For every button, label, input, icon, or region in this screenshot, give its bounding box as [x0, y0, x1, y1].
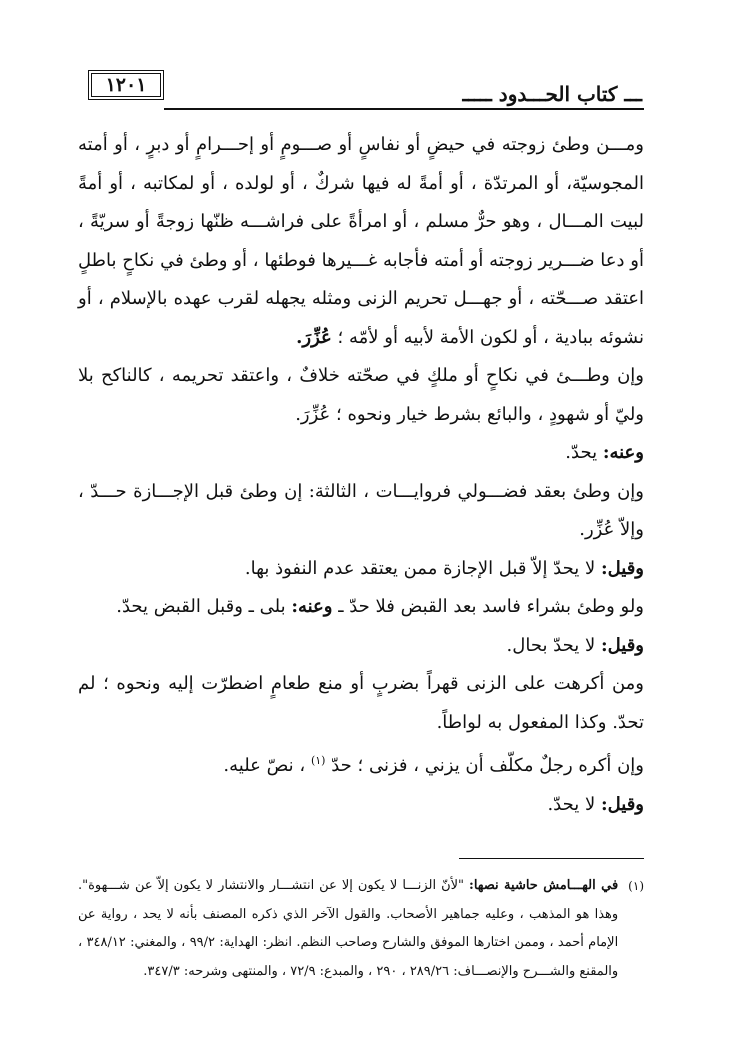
paragraph-text: يحدّ. — [565, 442, 598, 463]
paragraph-text: لا يحدّ. — [547, 793, 596, 815]
page-number: ١٢٠١ — [88, 70, 164, 100]
paragraph — [78, 473, 644, 550]
narration-label: وعنه: — [602, 442, 644, 463]
paragraph-text: وإن وطـــئ في نكاحٍ أو ملكٍ في صحّته خلافٌ ، واعتقد تحريمه ، كالناكح بلا وليّ أو شهودٍ ، والبائع بشرط خيار ونحوه ؛ عُزِّرَ. — [78, 365, 644, 425]
header-rule — [164, 108, 644, 110]
paragraph — [78, 357, 644, 434]
paragraph-text: لا يحدّ إلاّ قبل الإجازة ممن يعتقد عدم النفوذ بها. — [244, 557, 596, 579]
paragraph — [78, 665, 644, 742]
paragraph — [78, 550, 644, 589]
paragraph — [78, 742, 644, 786]
narration-label: وعنه: — [291, 596, 333, 617]
paragraph-text: ومـــن وطئ زوجته في حيضٍ أو نفاسٍ أو صـــومٍ أو إحـــرامٍ أو دبرٍ ، أو أمته المجوسيّة، أو المرتدّة ، أو أمةً له فيها شركٌ ، أو لولده ، أو لمكاتبه ، أو أمةً لبيت المـــال ، وهو حرٌّ مسلم ، أو امرأةً على فراشـــه ظنّها زوجةً أو سريّةً ، أو دعا ضـــرير زوجته أو أمته فأجابه غـــيرها فوطئها ، أو وطئ في نكاحٍ باطلٍ اعتقد صـــحّته ، أو جهـــل تحريم الزنى ومثله يجهله لقرب عهده بالإسلام ، أو نشوئه ببادية ، أو لكون الأمة لأبيه أو لأمّه ؛ — [78, 134, 644, 348]
paragraph-text: وإن وطئ بعقد فضـــولي فروايـــات ، الثالثة: إن وطئ قبل الإجـــازة حـــدّ ، وإلاّ عُزِّر. — [78, 480, 644, 540]
ruling-text: عُزِّرَ. — [296, 326, 332, 348]
paragraph — [78, 434, 644, 473]
footnote-body: "لأنّ الزنـــا لا يكون إلا عن انتشـــار والانتشار لا يكون إلاّ عن شـــهوة". وهذا هو المذهب ، وعليه جماهير الأصحاب. والقول الآخر الذي ذكره المصنف بأنه لا يحد ، رواية عن الإمام أحمد ، وممن اختارها الموفق والشارح وصاحب النظم. انظر: الهداية: ٩٩/٢ ، والمغني: ٣٤٨/١٢ ، والمقنع والشـــرح والإنصـــاف: ٢٨٩/٢٦ ، ٢٩٠ ، والمبدع: ٧٢/٩ ، والمنتهى وشرحه: ٣٤٧/٣. — [78, 878, 619, 979]
paragraph-text: وإن أكره رجلٌ مكلّف أن يزني ، فزنى ؛ حدّ — [331, 755, 644, 776]
paragraph — [78, 786, 644, 825]
paragraph-text: ولو وطئ بشراء فاسد بعد القبض فلا حدّ ـ — [338, 596, 644, 617]
footnote-mark: (١) — [628, 879, 644, 893]
paragraph-text: ، نصّ عليه. — [223, 755, 306, 776]
running-title: ـــ كتاب الحـــدود ـــــ — [462, 82, 642, 106]
paragraph — [78, 126, 644, 357]
footnote-reference[interactable]: (١) — [310, 754, 326, 767]
footnote-text — [78, 872, 618, 986]
footnote-lead: في الهـــامش حاشية نصها: — [469, 878, 619, 893]
paragraph — [78, 588, 644, 627]
narration-label: وقيل: — [600, 793, 644, 815]
footnote — [78, 872, 644, 986]
narration-label: وقيل: — [600, 557, 644, 579]
main-text — [78, 126, 644, 824]
paragraph-text: لا يحدّ بحال. — [506, 634, 596, 656]
footnote-separator — [459, 858, 644, 859]
footnotes — [78, 872, 644, 986]
paragraph-text: بلى ـ وقبل القبض يحدّ. — [116, 596, 286, 617]
paragraph — [78, 627, 644, 666]
paragraph-text: ومن أكرهت على الزنى قهراً بضربٍ أو منع طعامٍ اضطرّت إليه ونحوه ؛ لم تحدّ. وكذا المفعول به لواطاً. — [78, 673, 645, 733]
narration-label: وقيل: — [600, 634, 644, 656]
